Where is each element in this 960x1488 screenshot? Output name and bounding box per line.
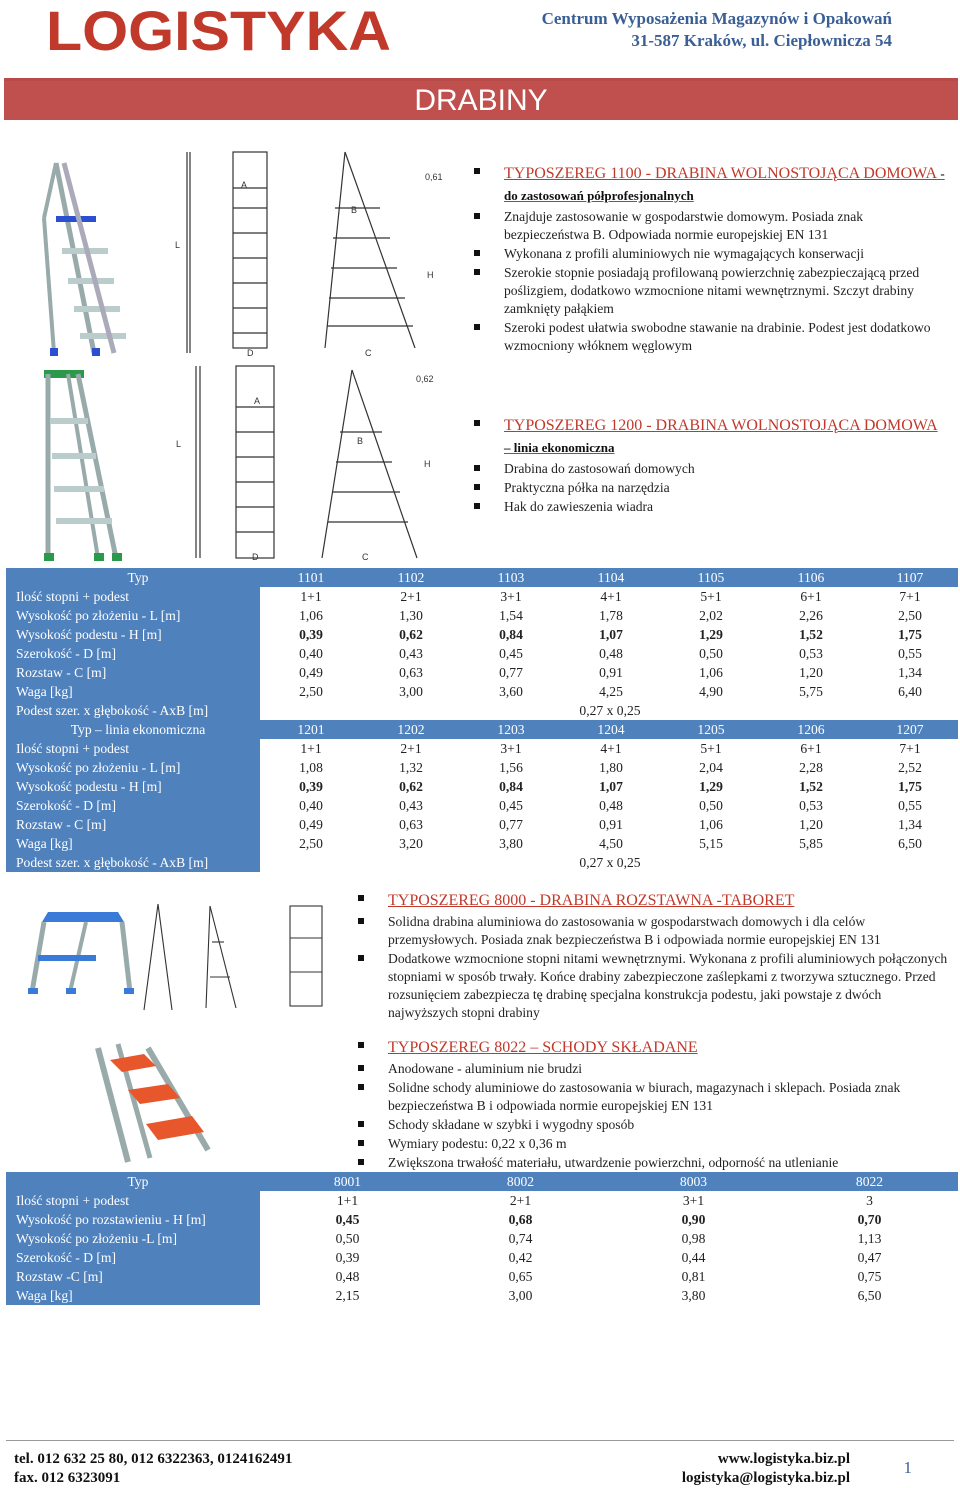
logistyka-logo (46, 0, 396, 62)
table-cell: 0,55 (860, 796, 958, 815)
drawing-label-l: L (175, 240, 181, 250)
table-cell: 3,00 (433, 1286, 606, 1305)
table-cell: 0,68 (433, 1210, 606, 1229)
row-label: Wysokość podestu - H [m] (6, 777, 260, 796)
table-cell: 0,81 (606, 1267, 779, 1286)
table-cell: 1,54 (460, 606, 560, 625)
series-1100-title: TYPOSZEREG 1100 - DRABINA WOLNOSTOJĄCA DOMOWA - do zastosowań półprofesjonalnych (472, 163, 946, 207)
table-row (6, 606, 958, 625)
table-row (6, 1248, 958, 1267)
table-cell: 1,52 (760, 625, 860, 644)
table-cell: 7+1 (860, 587, 958, 606)
table-cell: 0,39 (260, 625, 360, 644)
table-row (6, 739, 958, 758)
row-label: Waga [kg] (6, 1286, 260, 1305)
table-cell: 0,45 (460, 796, 560, 815)
table-row (6, 1229, 958, 1248)
drawing-label-height: 0,61 (425, 172, 443, 182)
table-cell: 0,63 (360, 663, 460, 682)
table-cell: 6,50 (860, 834, 958, 853)
table-cell: 5,85 (760, 834, 860, 853)
row-label: Podest szer. x głębokość - AxB [m] (6, 853, 260, 872)
table-cell: 1207 (860, 720, 958, 739)
table-cell: 0,43 (360, 644, 460, 663)
row-label: Rozstaw -C [m] (6, 1267, 260, 1286)
company-name: Centrum Wyposażenia Magazynów i Opakowań (541, 9, 892, 28)
series-1100-item: Szeroki podest ułatwia swobodne stawanie na drabinie. Podest jest dodatkowo wzmocniony włóknem węglowym (472, 319, 946, 355)
table-cell: 2,04 (660, 758, 760, 777)
table-row (6, 777, 958, 796)
table-cell: 0,40 (260, 644, 360, 663)
series-1200-list (472, 414, 946, 517)
row-label: Ilość stopni + podest (6, 587, 260, 606)
row-label: Szerokość - D [m] (6, 796, 260, 815)
table-cell: 4,25 (560, 682, 660, 701)
table-cell: 1,07 (560, 625, 660, 644)
table-cell: 1,06 (660, 663, 760, 682)
row-label: Szerokość - D [m] (6, 644, 260, 663)
table-row (6, 587, 958, 606)
table-cell: 1+1 (260, 1191, 433, 1210)
table-cell: 2+1 (360, 739, 460, 758)
table-cell: 6+1 (760, 587, 860, 606)
row-label: Typ (6, 568, 260, 587)
table-cell: 5,75 (760, 682, 860, 701)
table-cell: 1201 (260, 720, 360, 739)
row-label: Typ – linia ekonomiczna (6, 720, 260, 739)
table-cell: 7+1 (860, 739, 958, 758)
table-cell: 1+1 (260, 739, 360, 758)
table-cell: 5,15 (660, 834, 760, 853)
table-cell: 4,50 (560, 834, 660, 853)
series-8000-list (356, 889, 948, 1023)
table-row (6, 682, 958, 701)
drawing-label-d: D (247, 348, 254, 358)
table-cell: 3,80 (460, 834, 560, 853)
table-row (6, 701, 958, 720)
row-label: Rozstaw - C [m] (6, 815, 260, 834)
table-cell: 0,75 (779, 1267, 958, 1286)
table-cell: 4+1 (560, 739, 660, 758)
drawing-label-height: 0,62 (416, 374, 434, 384)
series-8022-item: Zwiększona trwałość materiału, utwardzenie powierzchni, odporność na utlenianie (356, 1154, 948, 1172)
series-1100-item: Znajduje zastosowanie w gospodarstwie domowym. Posiada znak bezpieczeństwa B. Odpowiada normie europejskiej EN 131 (472, 208, 946, 244)
table-row (6, 758, 958, 777)
row-label: Wysokość po złożeniu - L [m] (6, 606, 260, 625)
table-cell: 6+1 (760, 739, 860, 758)
table-cell: 1202 (360, 720, 460, 739)
table-cell: 3,80 (606, 1286, 779, 1305)
table-cell: 0,74 (433, 1229, 606, 1248)
table-row (6, 1191, 958, 1210)
company-address (542, 8, 892, 52)
table-cell: 1102 (360, 568, 460, 587)
table-cell: 0,63 (360, 815, 460, 834)
table-row (6, 796, 958, 815)
series-1200-item: Praktyczna półka na narzędzia (472, 479, 946, 497)
table-cell: 0,50 (660, 796, 760, 815)
table-cell: 3+1 (460, 739, 560, 758)
table-cell: 1,75 (860, 777, 958, 796)
drawing-label-b: B (357, 436, 364, 446)
table-cell: 0,47 (779, 1248, 958, 1267)
series-8022-item: Wymiary podestu: 0,22 x 0,36 m (356, 1135, 948, 1153)
table-cell: 8002 (433, 1172, 606, 1191)
footer-website-link[interactable]: www.logistyka.biz.pl (717, 1451, 850, 1467)
series-8022-title: TYPOSZEREG 8022 – SCHODY SKŁADANE (356, 1037, 948, 1059)
series-8000-item: Solidna drabina aluminiowa do zastosowania w gospodarstwach domowych i dla celów przemysłowych. Posiada znak bezpieczeństwa B i odpowiada normie europejskiej EN 131 (356, 913, 948, 949)
series-1100-item: Wykonana z profili aluminiowych nie wymagających konserwacji (472, 245, 946, 263)
table-cell: 1103 (460, 568, 560, 587)
table-cell: 1,75 (860, 625, 958, 644)
drawing-label-a: A (241, 180, 248, 190)
table-row (6, 853, 958, 872)
table-cell: 0,40 (260, 796, 360, 815)
table-row (6, 644, 958, 663)
table-header-row (6, 568, 958, 587)
table-cell: 1,29 (660, 777, 760, 796)
table-cell: 0,27 x 0,25 (260, 701, 958, 720)
table-cell: 1,56 (460, 758, 560, 777)
footer-phone: tel. 012 632 25 80, 012 6322363, 0124162491 (14, 1451, 293, 1467)
table-cell: 0,43 (360, 796, 460, 815)
table-row (6, 1210, 958, 1229)
drawing-label-h: H (424, 459, 431, 469)
series-8000-item: Dodatkowe wzmocnione stopni nitami wewnętrznymi. Wykonana z profili aluminiowych połączonych stopniami w sposób trwały. Końce drabiny zabezpieczone zaślepkami z tworzywa sztucznego. Przed rozsunięciem zabezpiecza tę drabinę specjalna konstrukcja podestu, jaki powstaje z dwóch najwyższych stopni drabiny (356, 950, 948, 1022)
table-cell: 2,15 (260, 1286, 433, 1305)
company-street: 31-587 Kraków, ul. Ciepłownicza 54 (631, 31, 892, 50)
table-row (6, 1267, 958, 1286)
series-8000-title: TYPOSZEREG 8000 - DRABINA ROZSTAWNA -TABORET (356, 890, 948, 912)
table-cell: 1,20 (760, 663, 860, 682)
table-cell: 1,52 (760, 777, 860, 796)
table-cell: 0,77 (460, 663, 560, 682)
table-cell: 4+1 (560, 587, 660, 606)
table-cell: 1107 (860, 568, 958, 587)
table-cell: 0,55 (860, 644, 958, 663)
table-cell: 0,45 (260, 1210, 433, 1229)
table-cell: 0,45 (460, 644, 560, 663)
table-cell: 8001 (260, 1172, 433, 1191)
table-cell: 0,91 (560, 815, 660, 834)
table-cell: 1,78 (560, 606, 660, 625)
table-cell: 2,50 (260, 682, 360, 701)
table-cell: 1,30 (360, 606, 460, 625)
table-cell: 1,06 (660, 815, 760, 834)
table-cell: 0,50 (260, 1229, 433, 1248)
table-cell: 6,50 (779, 1286, 958, 1305)
table-cell: 2,50 (860, 606, 958, 625)
table-cell: 0,44 (606, 1248, 779, 1267)
table-cell: 2,02 (660, 606, 760, 625)
stairs-8022-photo (88, 1040, 228, 1166)
ladder-1100-photo (36, 158, 126, 358)
table-cell: 1104 (560, 568, 660, 587)
spec-table-8000 (6, 1172, 958, 1305)
footer-email-link[interactable]: logistyka@logistyka.biz.pl (681, 1470, 850, 1486)
table-cell: 3+1 (460, 587, 560, 606)
table-cell: 8003 (606, 1172, 779, 1191)
table-cell: 1,80 (560, 758, 660, 777)
drawing-label-h: H (427, 270, 434, 280)
spec-table-1100-1200 (6, 568, 958, 872)
table-cell: 1,06 (260, 606, 360, 625)
table-cell: 2,26 (760, 606, 860, 625)
table-cell: 3,20 (360, 834, 460, 853)
table-cell: 2,50 (260, 834, 360, 853)
table-cell: 0,49 (260, 815, 360, 834)
row-label: Waga [kg] (6, 682, 260, 701)
table-cell: 1,32 (360, 758, 460, 777)
table-row (6, 663, 958, 682)
row-label: Wysokość podestu - H [m] (6, 625, 260, 644)
table-cell: 1205 (660, 720, 760, 739)
ladder-1200-photo (38, 368, 128, 563)
table-cell: 1,34 (860, 815, 958, 834)
table-cell: 0,84 (460, 625, 560, 644)
table-cell: 1206 (760, 720, 860, 739)
table-cell: 6,40 (860, 682, 958, 701)
section-banner (4, 78, 958, 120)
table-row (6, 625, 958, 644)
table-row (6, 815, 958, 834)
table-row (6, 834, 958, 853)
table-cell: 0,48 (560, 796, 660, 815)
table-cell: 1101 (260, 568, 360, 587)
drawing-label-c: C (362, 552, 369, 562)
table-row (6, 1286, 958, 1305)
table-cell: 0,53 (760, 796, 860, 815)
table-cell: 1204 (560, 720, 660, 739)
table-cell: 2+1 (360, 587, 460, 606)
table-cell: 5+1 (660, 739, 760, 758)
table-cell: 5+1 (660, 587, 760, 606)
table-cell: 0,50 (660, 644, 760, 663)
stool-8000-photo (26, 900, 136, 996)
table-cell: 0,62 (360, 777, 460, 796)
series-1200-item: Drabina do zastosowań domowych (472, 460, 946, 478)
table-cell: 0,39 (260, 1248, 433, 1267)
row-label: Typ (6, 1172, 260, 1191)
table-cell: 0,91 (560, 663, 660, 682)
row-label: Rozstaw - C [m] (6, 663, 260, 682)
table-cell: 3 (779, 1191, 958, 1210)
table-cell: 0,27 x 0,25 (260, 853, 958, 872)
table-cell: 0,90 (606, 1210, 779, 1229)
footer-contact (14, 1450, 292, 1488)
table-cell: 1+1 (260, 587, 360, 606)
series-1100-list (472, 162, 946, 356)
table-cell: 0,98 (606, 1229, 779, 1248)
series-1100-item: Szerokie stopnie posiadają profilowaną powierzchnię zabezpieczającą przed poślizgiem, dodatkowo wzmocnione nitami wewnętrznymi. Szczyt drabiny zamknięty pałąkiem (472, 264, 946, 318)
series-8022-item: Anodowane - aluminium nie brudzi (356, 1060, 948, 1078)
table-cell: 1,08 (260, 758, 360, 777)
drawing-label-b: B (351, 205, 358, 215)
table-cell: 0,48 (260, 1267, 433, 1286)
table-cell: 8022 (779, 1172, 958, 1191)
ladder-1200-drawing (172, 362, 440, 564)
table-cell: 1105 (660, 568, 760, 587)
row-label: Ilość stopni + podest (6, 1191, 260, 1210)
table-cell: 0,53 (760, 644, 860, 663)
table-cell: 0,70 (779, 1210, 958, 1229)
row-label: Wysokość po złożeniu -L [m] (6, 1229, 260, 1248)
table-cell: 0,84 (460, 777, 560, 796)
row-label: Ilość stopni + podest (6, 739, 260, 758)
svg-text:LOGISTYKA: LOGISTYKA (46, 0, 391, 62)
table-cell: 1,13 (779, 1229, 958, 1248)
table-cell: 0,62 (360, 625, 460, 644)
table-header-row (6, 1172, 958, 1191)
table-cell: 3,00 (360, 682, 460, 701)
table-cell: 0,65 (433, 1267, 606, 1286)
drawing-label-c: C (365, 348, 372, 358)
row-label: Wysokość po rozstawieniu - H [m] (6, 1210, 260, 1229)
stool-8000-drawing (140, 902, 330, 1012)
drawing-label-a: A (254, 396, 261, 406)
table-cell: 3,60 (460, 682, 560, 701)
table-cell: 1106 (760, 568, 860, 587)
table-cell: 2,52 (860, 758, 958, 777)
row-label: Podest szer. x głębokość - AxB [m] (6, 701, 260, 720)
ladder-1100-drawing (175, 148, 443, 358)
drawing-label-l: L (176, 439, 182, 449)
row-label: Szerokość - D [m] (6, 1248, 260, 1267)
table-cell: 2,28 (760, 758, 860, 777)
table-cell: 2+1 (433, 1191, 606, 1210)
table-cell: 4,90 (660, 682, 760, 701)
table-cell: 1,29 (660, 625, 760, 644)
series-1200-item: Hak do zawieszenia wiadra (472, 498, 946, 516)
table-cell: 3+1 (606, 1191, 779, 1210)
table-cell: 0,42 (433, 1248, 606, 1267)
footer-fax: fax. 012 6323091 (14, 1470, 121, 1486)
footer-divider (6, 1440, 954, 1441)
table-cell: 1,07 (560, 777, 660, 796)
table-cell: 0,48 (560, 644, 660, 663)
series-8022-item: Schody składane w szybki i wygodny sposób (356, 1116, 948, 1134)
series-1200-title: TYPOSZEREG 1200 - DRABINA WOLNOSTOJĄCA DOMOWA – linia ekonomiczna (472, 415, 946, 459)
table-cell: 1,34 (860, 663, 958, 682)
table-cell: 1203 (460, 720, 560, 739)
series-8022-list (356, 1036, 948, 1173)
table-cell: 0,77 (460, 815, 560, 834)
banner-title: DRABINY (414, 84, 548, 117)
table-cell: 1,20 (760, 815, 860, 834)
series-8022-item: Solidne schody aluminiowe do zastosowania w biurach, magazynach i sklepach. Posiada znak bezpieczeństwa B i odpowiada normie europejskiej EN 131 (356, 1079, 948, 1115)
page-number: 1 (903, 1458, 912, 1477)
table-header-row (6, 720, 958, 739)
row-label: Wysokość po złożeniu - L [m] (6, 758, 260, 777)
table-cell: 0,49 (260, 663, 360, 682)
row-label: Waga [kg] (6, 834, 260, 853)
footer-web (682, 1450, 850, 1488)
table-cell: 0,39 (260, 777, 360, 796)
drawing-label-d: D (252, 552, 259, 562)
